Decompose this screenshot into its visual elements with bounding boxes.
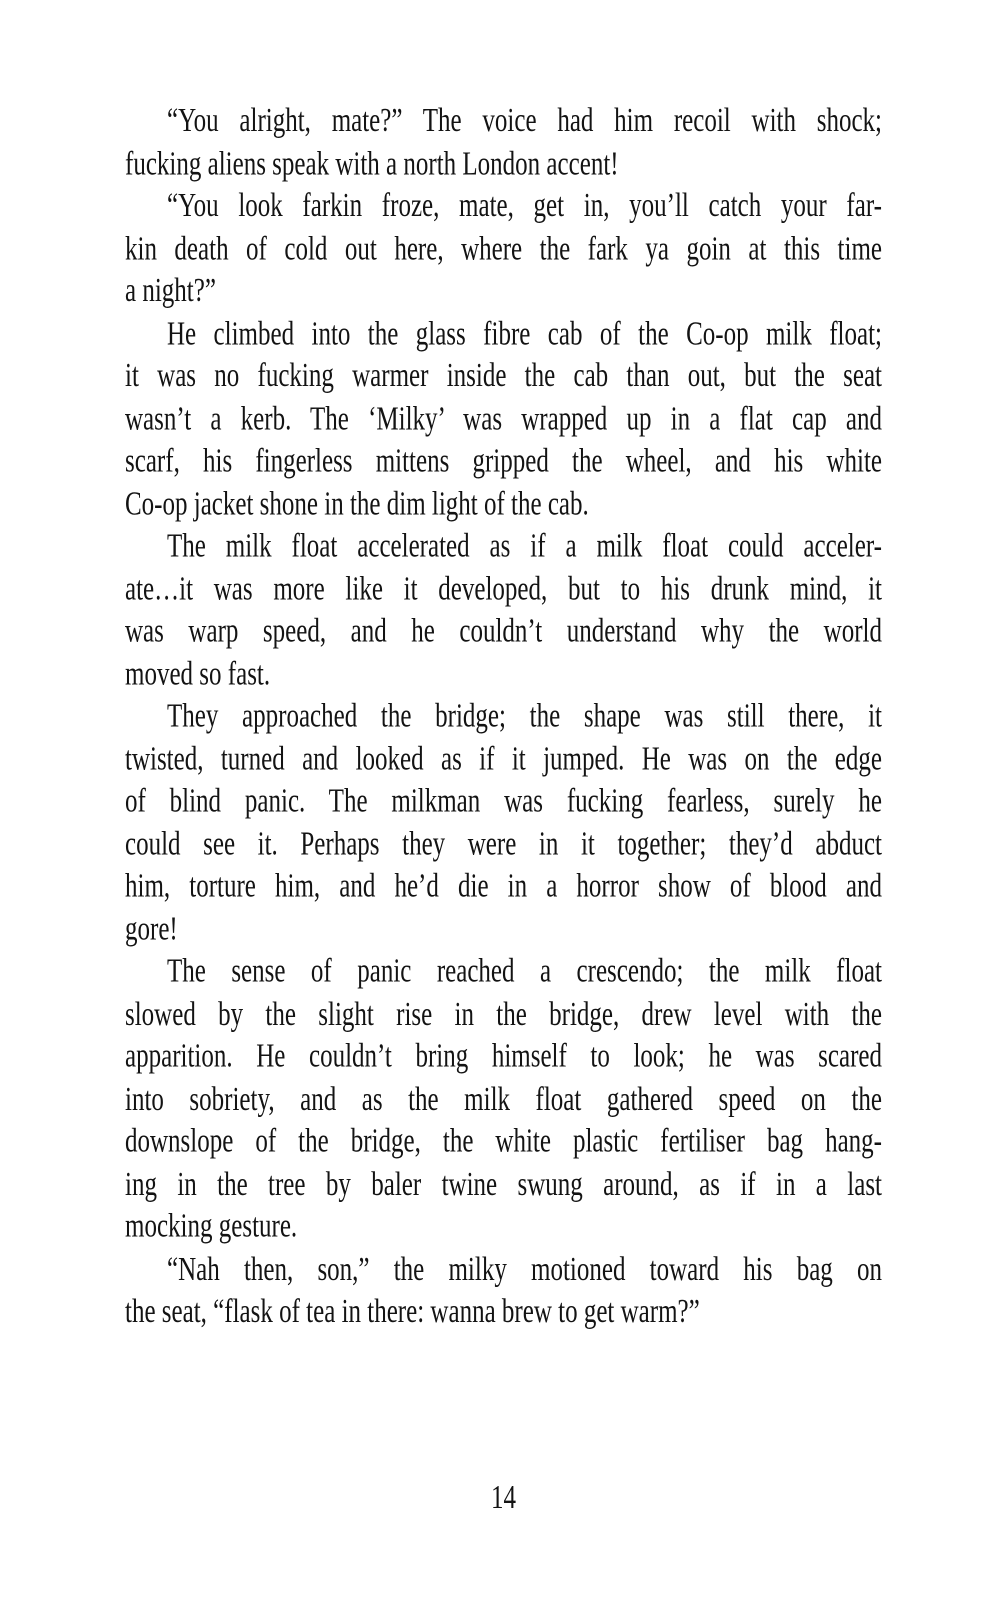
text-line: downslope of the bridge, the white plastic fertiliser bag hang-	[125, 1123, 882, 1160]
text-line: of blind panic. The milkman was fucking fearless, surely he	[125, 783, 882, 820]
paragraph	[125, 100, 882, 185]
text-line: gore!	[125, 910, 178, 948]
text-line: into sobriety, and as the milk float gathered speed on the	[125, 1080, 882, 1118]
text-line: the seat, “flask of tea in there: wanna brew to get warm?”	[125, 1293, 700, 1330]
text-line: slowed by the slight rise in the bridge, drew level with the	[125, 995, 882, 1033]
text-line: They approached the bridge; the shape was still there, it	[167, 698, 882, 735]
text-line: The milk float accelerated as if a milk float could acceler-	[167, 527, 882, 565]
text-line: “You alright, mate?” The voice had him recoil with shock;	[167, 102, 882, 140]
paragraph	[125, 1248, 882, 1333]
text-line: kin death of cold out here, where the fark ya goin at this time	[125, 230, 882, 267]
paragraphs-container	[125, 100, 882, 1333]
text-line: was warp speed, and he couldn’t understand why the world	[125, 613, 882, 650]
paragraph	[125, 951, 882, 1249]
text-line: it was no fucking warmer inside the cab than out, but the seat	[125, 357, 882, 395]
text-line: “You look farkin froze, mate, get in, you’ll catch your far-	[167, 187, 882, 225]
text-line: Co-op jacket shone in the dim light of the cab.	[125, 485, 589, 522]
text-line: The sense of panic reached a crescendo; the milk float	[167, 953, 882, 990]
paragraph	[125, 313, 882, 526]
text-line: ing in the tree by baler twine swung around, as if in a last	[125, 1165, 882, 1203]
text-line: “Nah then, son,” the milky motioned toward his bag on	[167, 1250, 882, 1288]
text-line: twisted, turned and looked as if it jumped. He was on the edge	[125, 740, 882, 778]
text-line: ate…it was more like it developed, but to his drunk mind, it	[125, 570, 882, 607]
text-line: scarf, his fingerless mittens gripped the wheel, and his white	[125, 442, 882, 480]
text-line: apparition. He couldn’t bring himself to look; he was scared	[125, 1038, 882, 1075]
page-number: 14	[491, 1479, 516, 1516]
page-text	[125, 100, 882, 1519]
text-line: fucking aliens speak with a north London accent!	[125, 145, 619, 182]
text-line: a night?”	[125, 272, 216, 310]
text-line: moved so fast.	[125, 655, 271, 692]
text-line: wasn’t a kerb. The ‘Milky’ was wrapped up in a flat cap and	[125, 400, 882, 437]
text-line: could see it. Perhaps they were in it together; they’d abduct	[125, 825, 882, 863]
text-line: He climbed into the glass fibre cab of the Co-op milk float;	[167, 315, 882, 352]
paragraph	[125, 695, 882, 950]
text-line: him, torture him, and he’d die in a horror show of blood and	[125, 868, 882, 905]
paragraph	[125, 185, 882, 313]
paragraph	[125, 525, 882, 695]
text-line: mocking gesture.	[125, 1208, 298, 1245]
